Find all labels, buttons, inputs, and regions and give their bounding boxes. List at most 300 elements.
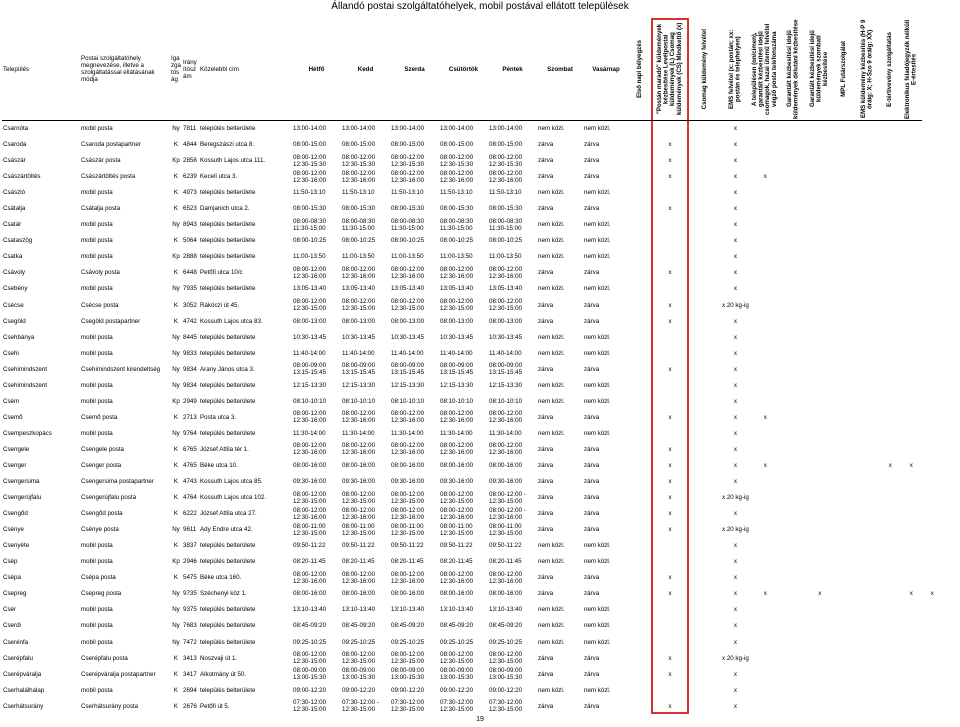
header-ems-kezbesites	[855, 18, 880, 121]
cell-e-tertiveveny	[880, 650, 901, 666]
cell-elso-napi	[629, 361, 651, 377]
cell-szerda: 08:00-12:00 12:30-16:00	[391, 265, 425, 280]
cell-csutortok: 08:00-12:00 12:30-16:00	[440, 506, 474, 521]
cell-szombat: zárva	[538, 654, 554, 662]
cell-garantalt-telefon	[750, 506, 781, 522]
cell-e-tertiveveny	[880, 153, 901, 169]
cell-pentek: 10:30-13:45	[489, 333, 523, 341]
header-garantalt-telefon-text: A településen (on/címen), garantált kézbesítési idejű csomagok, hazai ütemű felvétel végző posta telefonszáma	[751, 23, 778, 115]
cell-mpl	[833, 153, 855, 169]
cell-szombat: zárva	[538, 494, 554, 502]
cell-hetfo: 08:00-12:00 12:30-16:00	[293, 570, 327, 585]
cell-ems-kezbesites	[855, 313, 880, 329]
cell-garantalt-telefon: x	[763, 462, 767, 469]
cell-mpl	[833, 201, 855, 217]
cell-telepules: Cserénfa	[3, 638, 29, 646]
cell-kedd: 10:30-13:45	[342, 333, 376, 341]
cell-pentek: 08:00-10:25	[489, 237, 523, 245]
cell-delutani	[781, 393, 807, 409]
cell-elso-napi	[629, 201, 651, 217]
cell-igazgatosag: Kp	[172, 558, 180, 566]
cell-garantalt-telefon	[750, 265, 781, 281]
cell-telepules: Csér	[3, 606, 17, 614]
page-number: 19	[476, 716, 484, 723]
cell-e-ertesites	[901, 409, 922, 425]
cell-szerda: 11:00-13:50	[391, 253, 424, 261]
cell-hetfo: 08:00-08:30 11:30-15:00	[293, 217, 327, 232]
cell-e-tertiveveny	[880, 602, 901, 618]
cell-e-ertesites	[901, 345, 922, 361]
cell-extra	[922, 474, 943, 490]
table-row	[2, 634, 943, 650]
cell-szerda: 09:25-10:25	[391, 638, 425, 646]
cell-pentek: 08:00-12:00 - 12:30-16:00	[489, 506, 526, 521]
cell-igazgatosag: K	[173, 189, 179, 197]
cell-e-tertiveveny	[880, 265, 901, 281]
cell-iranyitoszam: 6765	[183, 445, 197, 453]
header-csomag-felvetel	[689, 18, 721, 121]
cell-csutortok: 08:00-12:00 12:30-16:00	[440, 169, 474, 184]
cell-ems-kezbesites	[855, 393, 880, 409]
cell-telepules: Cserépfalu	[3, 654, 33, 662]
cell-e-ertesites	[901, 361, 922, 377]
cell-igazgatosag: K	[173, 654, 179, 662]
cell-cim: József Attila utca 27.	[200, 510, 257, 518]
cell-vasarnap: nem közl.	[584, 622, 611, 630]
cell-e-ertesites	[901, 506, 922, 522]
cell-elso-napi	[629, 506, 651, 522]
cell-vasarnap: zárva	[584, 494, 600, 502]
cell-szerda: 08:00-16:00	[391, 462, 425, 469]
cell-szerda: 08:00-12:00 12:30-16:00	[391, 442, 425, 457]
header-vasarnap: Vasárnap	[583, 18, 629, 121]
cell-ems-felvetel: x	[733, 622, 737, 630]
cell-elso-napi	[629, 538, 651, 554]
cell-cim: Beregszászi utca 8.	[200, 141, 254, 149]
cell-vasarnap: nem közl.	[584, 253, 611, 261]
cell-cim: település belterülete	[200, 429, 256, 437]
cell-e-tertiveveny	[880, 393, 901, 409]
cell-hetfo: 08:00-12:00 12:30-15:00	[293, 490, 327, 505]
cell-szombati	[807, 233, 833, 249]
cell-vasarnap: zárva	[584, 173, 600, 181]
cell-telepules: Csengőd	[3, 510, 28, 518]
cell-ems-felvetel: x	[733, 590, 737, 598]
cell-postan-marado	[651, 121, 689, 137]
cell-pentek: 08:00-16:00	[489, 462, 523, 469]
cell-garantalt-telefon	[750, 233, 781, 249]
cell-csomag-felvetel	[689, 249, 721, 265]
table-row	[2, 185, 943, 201]
cell-szolgaltatohely: mobil posta	[81, 253, 113, 261]
cell-kedd: 08:45-09:20	[342, 622, 376, 630]
cell-szombat: nem közl.	[538, 622, 565, 630]
cell-ems-felvetel: x	[733, 173, 737, 181]
table-row	[2, 698, 943, 714]
cell-pentek: 08:00-16:00	[489, 590, 523, 598]
cell-e-ertesites	[901, 393, 922, 409]
cell-mpl	[833, 602, 855, 618]
cell-igazgatosag: Ny	[172, 285, 180, 293]
cell-e-ertesites	[901, 538, 922, 554]
cell-garantalt-telefon	[750, 650, 781, 666]
cell-delutani	[781, 329, 807, 345]
cell-delutani	[781, 570, 807, 586]
cell-csomag-felvetel	[689, 474, 721, 490]
header-szombati-text: Garantált kézbesítési idejű küldemények szombati kézbesítése	[808, 30, 830, 108]
cell-szerda: 08:00-11:00 12:30-15:00	[391, 522, 425, 537]
cell-szerda: 13:00-14:00	[391, 125, 425, 133]
cell-szombati	[807, 682, 833, 698]
cell-iranyitoszam: 3052	[183, 301, 197, 309]
cell-ems-felvetel: x	[733, 317, 737, 325]
cell-ems-kezbesites	[855, 602, 880, 618]
cell-ems-kezbesites	[855, 153, 880, 169]
cell-iranyitoszam: 4743	[183, 478, 197, 486]
cell-ems-felvetel: x	[733, 253, 737, 261]
cell-csomag-felvetel	[689, 313, 721, 329]
cell-szerda: 08:10-10:10	[391, 397, 425, 405]
cell-szombat: nem közl.	[538, 189, 565, 197]
cell-hetfo: 11:30-14:00	[293, 429, 326, 437]
cell-mpl	[833, 425, 855, 441]
cell-szolgaltatohely: mobil posta	[81, 542, 113, 550]
cell-extra	[922, 425, 943, 441]
cell-ems-felvetel: x 20 kg-ig	[722, 301, 749, 309]
cell-szombat: nem közl.	[538, 125, 565, 133]
cell-ems-felvetel: x	[733, 542, 737, 550]
cell-kedd: 11:30-14:00	[342, 429, 375, 437]
cell-hetfo: 08:00-12:00 12:30-16:00	[293, 169, 327, 184]
cell-pentek: 08:00-12:00 12:30-15:30	[489, 153, 523, 168]
cell-garantalt-telefon	[750, 201, 781, 217]
cell-szerda: 11:30-14:00	[391, 429, 424, 437]
cell-mpl	[833, 249, 855, 265]
cell-szombati	[807, 474, 833, 490]
cell-igazgatosag: Ny	[172, 365, 180, 373]
cell-ems-felvetel: x	[733, 413, 737, 421]
cell-csomag-felvetel	[689, 361, 721, 377]
cell-cim: Keceli utca 3.	[200, 173, 238, 181]
cell-mpl	[833, 634, 855, 650]
cell-igazgatosag: Ny	[172, 429, 180, 437]
cell-elso-napi	[629, 554, 651, 570]
cell-kedd: 08:00-12:00 12:30-15:00	[342, 298, 376, 313]
cell-telepules: Csemő	[3, 413, 23, 421]
cell-delutani	[781, 409, 807, 425]
table-row	[2, 169, 943, 185]
cell-szombati	[807, 490, 833, 506]
cell-elso-napi	[629, 217, 651, 233]
cell-hetfo: 08:20-11:45	[293, 558, 326, 566]
header-garantalt-telefon	[750, 18, 781, 121]
cell-ems-felvetel: x	[733, 670, 737, 678]
cell-szolgaltatohely: mobil posta	[81, 285, 113, 293]
cell-pentek: 08:10-10:10	[489, 397, 523, 405]
cell-e-ertesites	[901, 313, 922, 329]
cell-mpl	[833, 506, 855, 522]
header-e-ertesites-text: Elektronikus feladójegyzék nélküli E-értesítés	[903, 19, 918, 119]
cell-szolgaltatohely: mobil posta	[81, 125, 113, 133]
cell-pentek: 08:00-15:00	[489, 141, 523, 149]
cell-garantalt-telefon	[750, 682, 781, 698]
cell-garantalt-telefon	[750, 329, 781, 345]
cell-igazgatosag: K	[173, 686, 179, 694]
cell-szombati	[807, 425, 833, 441]
cell-csutortok: 08:00-12:00 12:30-15:00	[440, 651, 474, 666]
cell-vasarnap: nem közl.	[584, 558, 611, 566]
cell-delutani	[781, 121, 807, 137]
cell-delutani	[781, 201, 807, 217]
cell-telepules: Csenger	[3, 462, 27, 469]
header-iranyitoszam: Irányítószám	[182, 18, 199, 121]
cell-delutani	[781, 441, 807, 457]
cell-mpl	[833, 169, 855, 185]
cell-szombat: zárva	[538, 173, 554, 181]
cell-cim: település belterülete	[200, 253, 256, 261]
cell-ems-felvetel: x	[733, 349, 737, 357]
cell-csomag-felvetel	[689, 185, 721, 201]
cell-postan-marado	[651, 538, 689, 554]
cell-iranyitoszam: 9375	[183, 606, 197, 614]
cell-garantalt-telefon	[750, 153, 781, 169]
cell-iranyitoszam: 7683	[183, 622, 197, 630]
cell-hetfo: 11:50-13:10	[293, 189, 326, 197]
cell-cim: település belterülete	[200, 237, 256, 245]
cell-csutortok: 13:05-13:40	[440, 285, 474, 293]
cell-szolgaltatohely: Csegöld postapartner	[81, 317, 141, 325]
header-delutani	[781, 18, 807, 121]
cell-extra	[922, 121, 943, 137]
cell-hetfo: 08:00-09:00 13:00-15:30	[293, 667, 327, 682]
cell-igazgatosag: Ny	[172, 381, 180, 389]
cell-vasarnap: zárva	[584, 269, 600, 277]
header-ems-felvetel-text: EMS felvétel (x: postán; xx: postán és telephelyen)	[727, 29, 742, 109]
cell-telepules: Csepreg	[3, 590, 27, 598]
cell-postan-marado	[651, 345, 689, 361]
cell-delutani	[781, 457, 807, 473]
cell-csomag-felvetel	[689, 153, 721, 169]
cell-vasarnap: nem közl.	[584, 429, 611, 437]
cell-mpl	[833, 185, 855, 201]
cell-e-tertiveveny	[880, 249, 901, 265]
header-pentek: Péntek	[488, 18, 537, 121]
cell-igazgatosag: K	[173, 413, 179, 421]
cell-cim: Damjanich utca 2.	[200, 205, 250, 213]
cell-extra	[922, 281, 943, 297]
cell-szombat: zárva	[538, 205, 554, 213]
cell-postan-marado: x	[651, 201, 689, 217]
cell-ems-kezbesites	[855, 185, 880, 201]
cell-garantalt-telefon	[750, 185, 781, 201]
cell-pentek: 09:00-12:20	[489, 686, 523, 694]
cell-pentek: 13:05-13:40	[489, 285, 523, 293]
cell-e-tertiveveny	[880, 329, 901, 345]
header-telepules: Település	[2, 18, 80, 121]
header-postan-marado-text: "Postán maradó" küldemények kézbesítése Levélpostai küldemények (L) Csomag küldemények (CS) Mindkettő (x)	[655, 22, 683, 116]
cell-csomag-felvetel	[689, 602, 721, 618]
cell-kedd: 11:40-14:00	[342, 349, 375, 357]
cell-vasarnap: zárva	[584, 590, 600, 598]
cell-elso-napi	[629, 586, 651, 602]
cell-iranyitoszam: 4765	[183, 462, 197, 469]
cell-szolgaltatohely: Csávoly posta	[81, 269, 120, 277]
cell-hetfo: 08:00-12:00 12:30-15:00	[293, 651, 327, 666]
cell-postan-marado: x	[651, 361, 689, 377]
cell-pentek: 13:00-14:00	[489, 125, 523, 133]
table-row	[2, 329, 943, 345]
cell-delutani	[781, 682, 807, 698]
cell-igazgatosag: K	[173, 702, 179, 710]
cell-telepules: Csehi	[3, 349, 19, 357]
cell-szolgaltatohely: mobil posta	[81, 397, 113, 405]
cell-csomag-felvetel	[689, 522, 721, 538]
cell-telepules: Csegöld	[3, 317, 26, 325]
cell-telepules: Csehimindszent	[3, 365, 48, 373]
cell-csutortok: 08:00-12:00 12:30-16:00	[440, 442, 474, 457]
cell-pentek: 09:50-11:22	[489, 542, 522, 550]
cell-ems-kezbesites	[855, 682, 880, 698]
header-szombati	[807, 18, 833, 121]
cell-mpl	[833, 441, 855, 457]
cell-csutortok: 08:00-13:00	[440, 317, 474, 325]
cell-iranyitoszam: 9834	[183, 365, 197, 373]
cell-iranyitoszam: 2949	[183, 397, 197, 405]
cell-szombat: nem közl.	[538, 221, 565, 229]
cell-ems-felvetel: x	[733, 638, 737, 646]
table-row	[2, 666, 943, 682]
cell-e-tertiveveny	[880, 618, 901, 634]
cell-garantalt-telefon	[750, 345, 781, 361]
cell-igazgatosag: K	[173, 317, 179, 325]
cell-vasarnap: nem közl.	[584, 638, 611, 646]
cell-postan-marado	[651, 377, 689, 393]
cell-vasarnap: zárva	[584, 157, 600, 165]
cell-delutani	[781, 345, 807, 361]
cell-extra	[922, 666, 943, 682]
cell-mpl	[833, 297, 855, 313]
cell-mpl	[833, 281, 855, 297]
cell-garantalt-telefon	[750, 121, 781, 137]
cell-e-tertiveveny	[880, 634, 901, 650]
cell-cim: Rákóczi út 45.	[200, 301, 240, 309]
cell-szombat: nem közl.	[538, 381, 565, 389]
cell-szolgaltatohely: Csemő posta	[81, 413, 118, 421]
cell-garantalt-telefon	[750, 666, 781, 682]
cell-szolgaltatohely: mobil posta	[81, 237, 113, 245]
cell-cim: település belterülete	[200, 397, 256, 405]
cell-szolgaltatohely: Csépa posta	[81, 574, 116, 582]
cell-szerda: 08:00-12:00 12:30-16:00	[391, 410, 425, 425]
cell-telepules: Csengele	[3, 445, 30, 453]
cell-extra	[922, 538, 943, 554]
cell-telepules: Csatka	[3, 253, 23, 261]
service-point-table	[2, 18, 943, 714]
cell-delutani	[781, 538, 807, 554]
cell-cim: Ady Endre utca 42.	[200, 526, 253, 534]
cell-garantalt-telefon	[750, 554, 781, 570]
cell-extra	[922, 377, 943, 393]
cell-hetfo: 13:00-14:00	[293, 125, 327, 133]
cell-cim: település belterülete	[200, 558, 256, 566]
cell-ems-kezbesites	[855, 538, 880, 554]
cell-garantalt-telefon	[750, 361, 781, 377]
cell-kedd: 08:10-10:10	[342, 397, 376, 405]
cell-extra	[922, 393, 943, 409]
cell-ems-felvetel: x	[733, 574, 737, 582]
cell-elso-napi	[629, 425, 651, 441]
cell-szombat: zárva	[538, 478, 554, 486]
cell-garantalt-telefon	[750, 474, 781, 490]
cell-extra	[922, 217, 943, 233]
cell-e-tertiveveny: x	[888, 462, 892, 469]
cell-szombati	[807, 666, 833, 682]
cell-szombat: zárva	[538, 510, 554, 518]
cell-vasarnap: zárva	[584, 413, 600, 421]
cell-szerda: 12:15-13:30	[391, 381, 425, 389]
cell-e-tertiveveny	[880, 361, 901, 377]
cell-ems-felvetel: x	[733, 221, 737, 229]
cell-csomag-felvetel	[689, 554, 721, 570]
cell-szolgaltatohely: mobil posta	[81, 622, 113, 630]
cell-csutortok: 11:00-13:50	[440, 253, 473, 261]
cell-szombati	[807, 281, 833, 297]
cell-garantalt-telefon	[750, 297, 781, 313]
cell-szombati	[807, 329, 833, 345]
cell-e-ertesites	[901, 377, 922, 393]
cell-elso-napi	[629, 490, 651, 506]
cell-kedd: 12:15-13:30	[342, 381, 376, 389]
table-row	[2, 281, 943, 297]
cell-cim: település belterülete	[200, 349, 256, 357]
header-csomag-felvetel-text: Csomag küldemény felvétel	[700, 28, 708, 110]
cell-csutortok: 12:15-13:30	[440, 381, 474, 389]
cell-iranyitoszam: 3417	[183, 670, 197, 678]
cell-iranyitoszam: 8943	[183, 221, 197, 229]
cell-szerda: 08:00-13:00	[391, 317, 425, 325]
cell-hetfo: 08:00-12:00 12:30-15:00	[293, 298, 327, 313]
table-row	[2, 474, 943, 490]
cell-hetfo: 08:00-15:00	[293, 141, 327, 149]
cell-pentek: 08:00-12:00 12:30-15:00	[489, 651, 523, 666]
cell-elso-napi	[629, 265, 651, 281]
cell-iranyitoszam: 2946	[183, 558, 197, 566]
cell-igazgatosag: Kp	[172, 157, 180, 165]
cell-pentek: 08:00-12:00 12:30-16:00	[489, 442, 523, 457]
cell-csomag-felvetel	[689, 201, 721, 217]
cell-vasarnap: nem közl.	[584, 189, 611, 197]
cell-szerda: 13:05-13:40	[391, 285, 425, 293]
cell-postan-marado	[651, 618, 689, 634]
cell-igazgatosag: Ny	[172, 349, 180, 357]
cell-mpl	[833, 121, 855, 137]
header-mpl-text: MPL Futárszolgálat	[839, 41, 847, 97]
cell-csomag-felvetel	[689, 490, 721, 506]
cell-igazgatosag: Ny	[172, 125, 180, 133]
cell-telepules: Császár	[3, 157, 26, 165]
cell-csutortok: 08:00-12:00 12:30-16:00	[440, 410, 474, 425]
cell-csutortok: 08:00-12:00 12:30-16:00	[440, 265, 474, 280]
cell-vasarnap: nem közl.	[584, 221, 611, 229]
cell-e-tertiveveny	[880, 121, 901, 137]
cell-mpl	[833, 538, 855, 554]
cell-igazgatosag: Kp	[172, 253, 180, 261]
cell-garantalt-telefon	[750, 618, 781, 634]
cell-extra	[922, 554, 943, 570]
cell-igazgatosag: Ny	[172, 638, 180, 646]
cell-iranyitoszam: 4973	[183, 189, 197, 197]
cell-elso-napi	[629, 313, 651, 329]
